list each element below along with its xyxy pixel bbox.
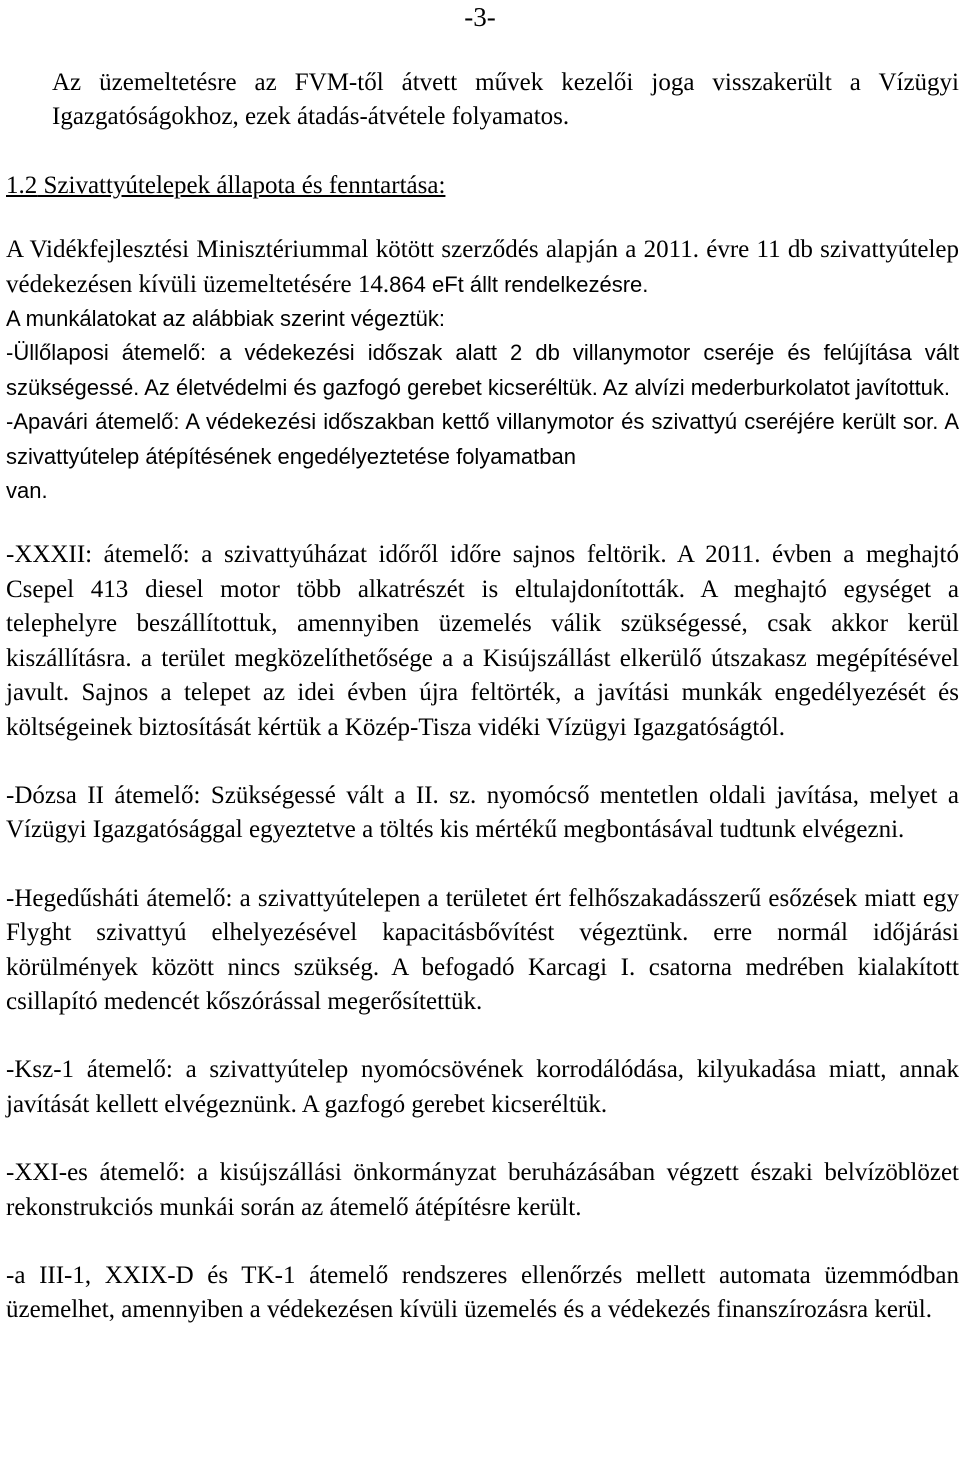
works-intro: A munkálatokat az alábbiak szerint végeztük: [6, 306, 446, 332]
apavari-text-end: van. [6, 478, 48, 504]
spacer [6, 508, 959, 538]
intro-paragraph: Az üzemeltetésre az FVM-től átvett művek kezelői joga visszakerült a Vízügyi Igazgatóságokhoz, ezek átadás-átvétele folyamatos. [52, 69, 959, 131]
spacer [6, 135, 959, 169]
ullo-paragraph: -Üllőlaposi átemelő: a védekezési időszak alatt 2 db villanymotor cseréje és felújítása vált szükségessé. Az életvédelmi és gazfogó gerebet kicseréltük. Az alvízi mederburkolatot javítottuk. [6, 340, 959, 400]
automation-paragraph: -a III-1, XXIX-D és TK-1 átemelő rendszeres ellenőrzés mellett automata üzemmódban üzemelhet, amennyiben a védekezésen kívüli üzemelés és a védekezés finanszírozásra kerül. [6, 1261, 959, 1324]
ksz1-paragraph: -Ksz-1 átemelő: a szivattyútelep nyomócsövének korrodálódása, kilyukadása miatt, annak javítását kellett elvégeznünk. A gazfogó gerebet kicseréltük. [6, 1056, 959, 1118]
section-title: Szivattyútelepek állapota és fenntartása: [37, 171, 446, 199]
hegedus-paragraph: -Hegedűsháti átemelő: a szivattyútelepen a területet ért felhőszakadásszerű esőzések miatt egy Flyght szivattyú elhelyezésével kapacitásbővítést végeztünk. erre normál időjárási körülmények között nincs szükség. A befogadó Karcagi I. csatorna medrében kialakított csillapító medencét kőszórással megerősítettük. [6, 884, 959, 1015]
spacer [6, 848, 959, 882]
page-number: -3- [464, 2, 496, 32]
xxi-paragraph: -XXI-es átemelő: a kisújszállási önkormányzat beruházásában végzett északi belvízöblözet rekonstrukciós munkái során az átemelő átépítésre került. [6, 1159, 959, 1221]
contract-text-sans: 864 eFt állt rendelkezésre. [389, 271, 649, 297]
section-number: 1.2 [6, 171, 38, 199]
spacer [6, 1225, 959, 1259]
apavari-paragraph [6, 405, 959, 508]
contract-text-serif: A Vidékfejlesztési Minisztériummal kötött szerződés alapján a 2011. évre 11 db szivattyútelep védekezésen kívüli üzemeltetésére 14. [6, 236, 959, 298]
spacer [6, 203, 959, 233]
dozsa-paragraph: -Dózsa II átemelő: Szükségessé vált a II. sz. nyomócső mentetlen oldali javítása, melyet a Vízügyi Igazgatósággal egyeztetve a töltés kis mértékű megbontásával tudtunk elvégezni. [6, 781, 959, 844]
xxxii-paragraph: -XXXII: átemelő: a szivattyúházat időről időre sajnos feltörik. A 2011. évben a meghajtó Csepel 413 diesel motor több alkatrészét is eltulajdonították. A meghajtó egységet a telephelyre beszállítottuk, amennyiben üzemelés válik szükségessé, csak akkor kerül kiszállításra. a terület megközelíthetősége a a Kisújszállást elkerülő útszakasz megépítésével javult. Sajnos a telepet az idei évben újra feltörték, a javítási munkák engedélyezését és költségeinek biztosítását kértük a Közép-Tisza vidéki Vízügyi Igazgatóságtól. [6, 541, 959, 741]
spacer [6, 1122, 959, 1156]
document-body [6, 66, 959, 1328]
apavari-text: -Apavári átemelő: A védekezési időszakban kettő villanymotor és szivattyú cseréjére került sor. A szivattyútelep átépítésének engedélyeztetése folyamatban [6, 409, 959, 469]
section-heading [6, 169, 959, 203]
spacer [6, 745, 959, 779]
contract-paragraph [6, 233, 959, 302]
spacer [6, 1019, 959, 1053]
